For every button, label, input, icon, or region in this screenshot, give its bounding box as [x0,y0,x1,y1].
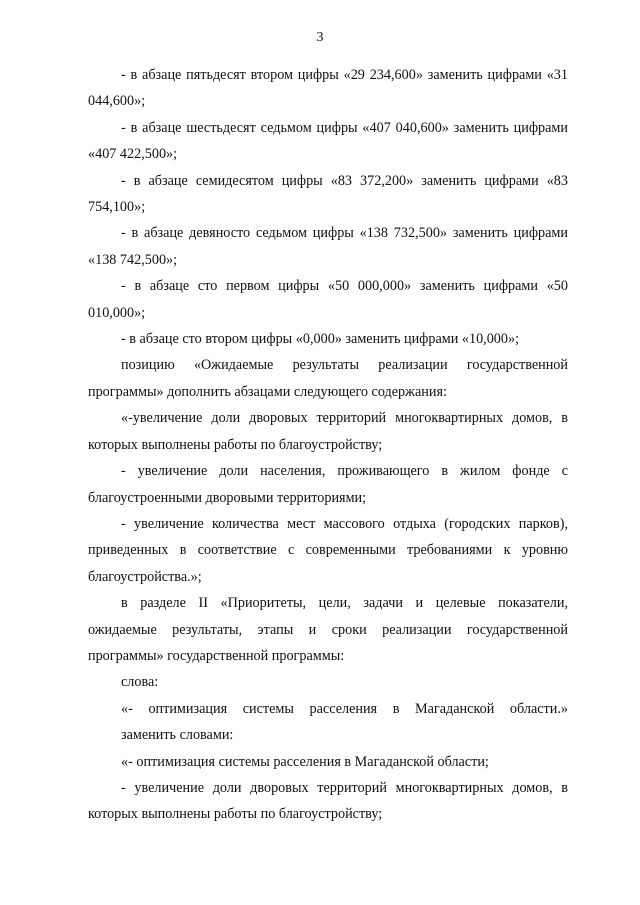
page-number: 3 [316,30,324,45]
paragraph-expected-results: позицию «Ожидаемые результаты реализации государственной программы» дополнить абзацами следующего содержания: [88,357,568,400]
paragraph-recreation-places: - увеличение количества мест массового отдыха (городских парков), приведенных в соответствие с современными требованиями к уровню благоустройства.»; [88,515,568,585]
paragraph-section-two: в разделе II «Приоритеты, цели, задачи и целевые показатели, ожидаемые результаты, этапы и сроки реализации государственной программы» государственной программы: [88,595,568,664]
paragraph-words: слова: [121,674,159,691]
paragraph-courtyard-share: «-увеличение доли дворовых территорий многоквартирных домов, в которых выполнены работы по благоустройству; [88,410,568,453]
paragraph-abzac-101: - в абзаце сто первом цифры «50 000,000» заменить цифрами «50 010,000»; [88,278,568,321]
paragraph-new-wording: «- оптимизация системы расселения в Магаданской области; [121,753,489,770]
paragraph-population-share: - увеличение доли населения, проживающего в жилом фонде с благоустроенными дворовыми территориями; [88,463,568,506]
paragraph-abzac-52: - в абзаце пятьдесят втором цифры «29 234,600» заменить цифрами «31 044,600»; [88,67,568,110]
paragraph-old-wording: «- оптимизация системы расселения в Магаданской области.» [121,700,568,717]
paragraph-abzac-97: - в абзаце девяносто седьмом цифры «138 732,500» заменить цифрами «138 742,500»; [88,225,568,268]
paragraph-replace-with: заменить словами: [121,727,234,744]
paragraph-abzac-70: - в абзаце семидесятом цифры «83 372,200» заменить цифрами «83 754,100»; [88,172,568,216]
paragraph-courtyard-share-new: - увеличение доли дворовых территорий многоквартирных домов, в которых выполнены работы по благоустройству; [88,779,568,823]
paragraph-abzac-67: - в абзаце шестьдесят седьмом цифры «407 040,600» заменить цифрами «407 422,500»; [88,119,568,163]
document-body [88,62,568,828]
paragraph-abzac-102: - в абзаце сто втором цифры «0,000» заменить цифрами «10,000»; [121,331,520,348]
